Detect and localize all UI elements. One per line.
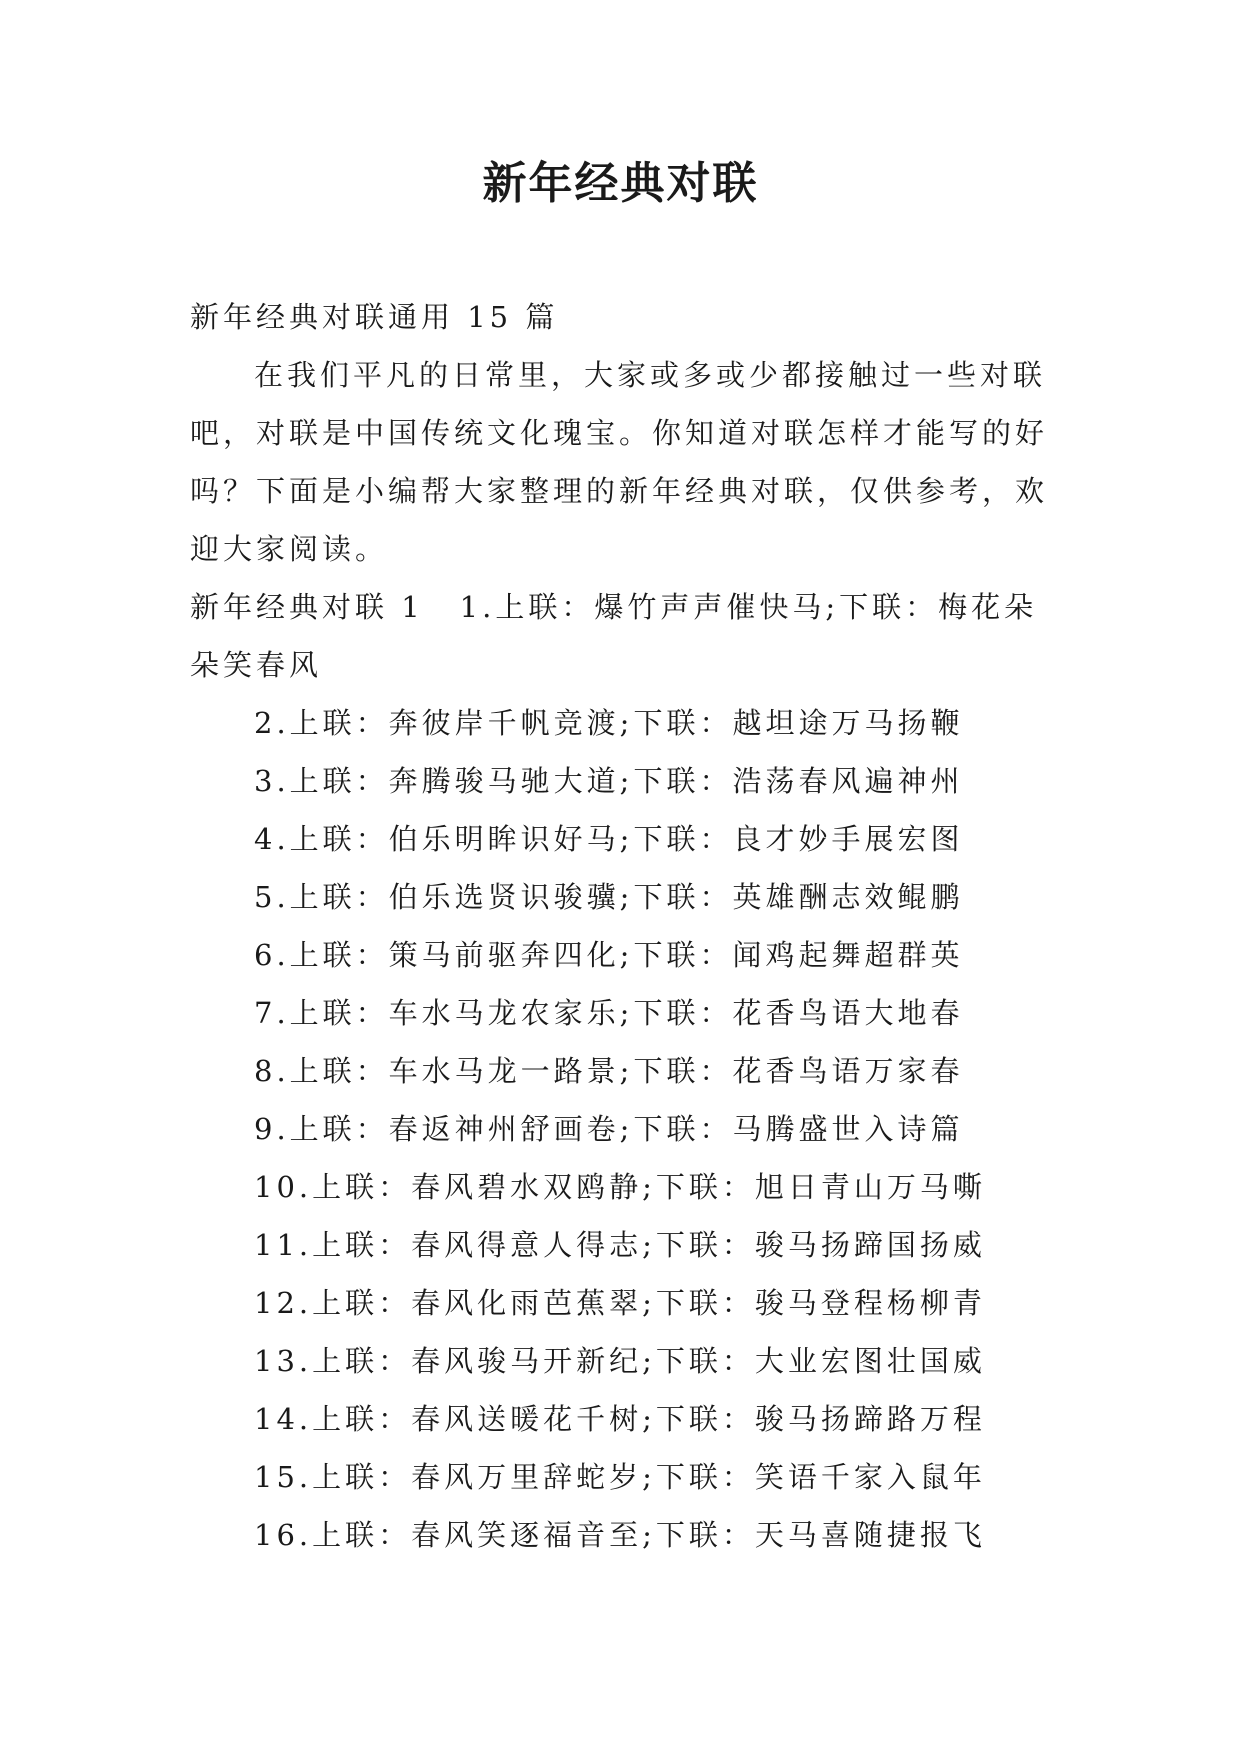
couplet-item: 5.上联：伯乐选贤识骏骥;下联：英雄酬志效鲲鹏: [254, 880, 964, 914]
couplet-item: 3.上联：奔腾骏马驰大道;下联：浩荡春风遍神州: [254, 764, 964, 798]
couplet-item: 11.上联：春风得意人得志;下联：骏马扬蹄国扬威: [254, 1228, 986, 1262]
couplet-item: 12.上联：春风化雨芭蕉翠;下联：骏马登程杨柳青: [254, 1286, 986, 1320]
document-subtitle: 新年经典对联通用 15 篇: [190, 300, 559, 334]
couplet-item: 15.上联：春风万里辞蛇岁;下联：笑语千家入鼠年: [254, 1460, 986, 1494]
couplet-item: 14.上联：春风送暖花千树;下联：骏马扬蹄路万程: [254, 1402, 986, 1436]
couplet-item: 8.上联：车水马龙一路景;下联：花香鸟语万家春: [254, 1054, 964, 1088]
couplet-item: 1.上联：爆竹声声催快马;下联：梅花朵朵笑春风: [190, 590, 1038, 682]
couplet-item: 13.上联：春风骏马开新纪;下联：大业宏图壮国威: [254, 1344, 986, 1378]
couplet-item: 10.上联：春风碧水双鸥静;下联：旭日青山万马嘶: [254, 1170, 986, 1204]
couplet-item: 2.上联：奔彼岸千帆竞渡;下联：越坦途万马扬鞭: [254, 706, 964, 740]
couplet-item: 9.上联：春返神州舒画卷;下联：马腾盛世入诗篇: [254, 1112, 964, 1146]
couplet-list: [254, 694, 986, 1564]
intro-paragraph: 在我们平凡的日常里，大家或多或少都接触过一些对联吧，对联是中国传统文化瑰宝。你知道对联怎样才能写的好吗？下面是小编帮大家整理的新年经典对联，仅供参考，欢迎大家阅读。: [190, 358, 1049, 566]
section-first-paragraph: [190, 578, 1052, 694]
couplet-item: 7.上联：车水马龙农家乐;下联：花香鸟语大地春: [254, 996, 964, 1030]
couplet-item: 4.上联：伯乐明眸识好马;下联：良才妙手展宏图: [254, 822, 964, 856]
couplet-item: 16.上联：春风笑逐福音至;下联：天马喜随捷报飞: [254, 1518, 986, 1552]
section-label: 新年经典对联 1: [190, 590, 424, 624]
couplet-item: 6.上联：策马前驱奔四化;下联：闻鸡起舞超群英: [254, 938, 964, 972]
page-title: 新年经典对联: [482, 158, 759, 209]
